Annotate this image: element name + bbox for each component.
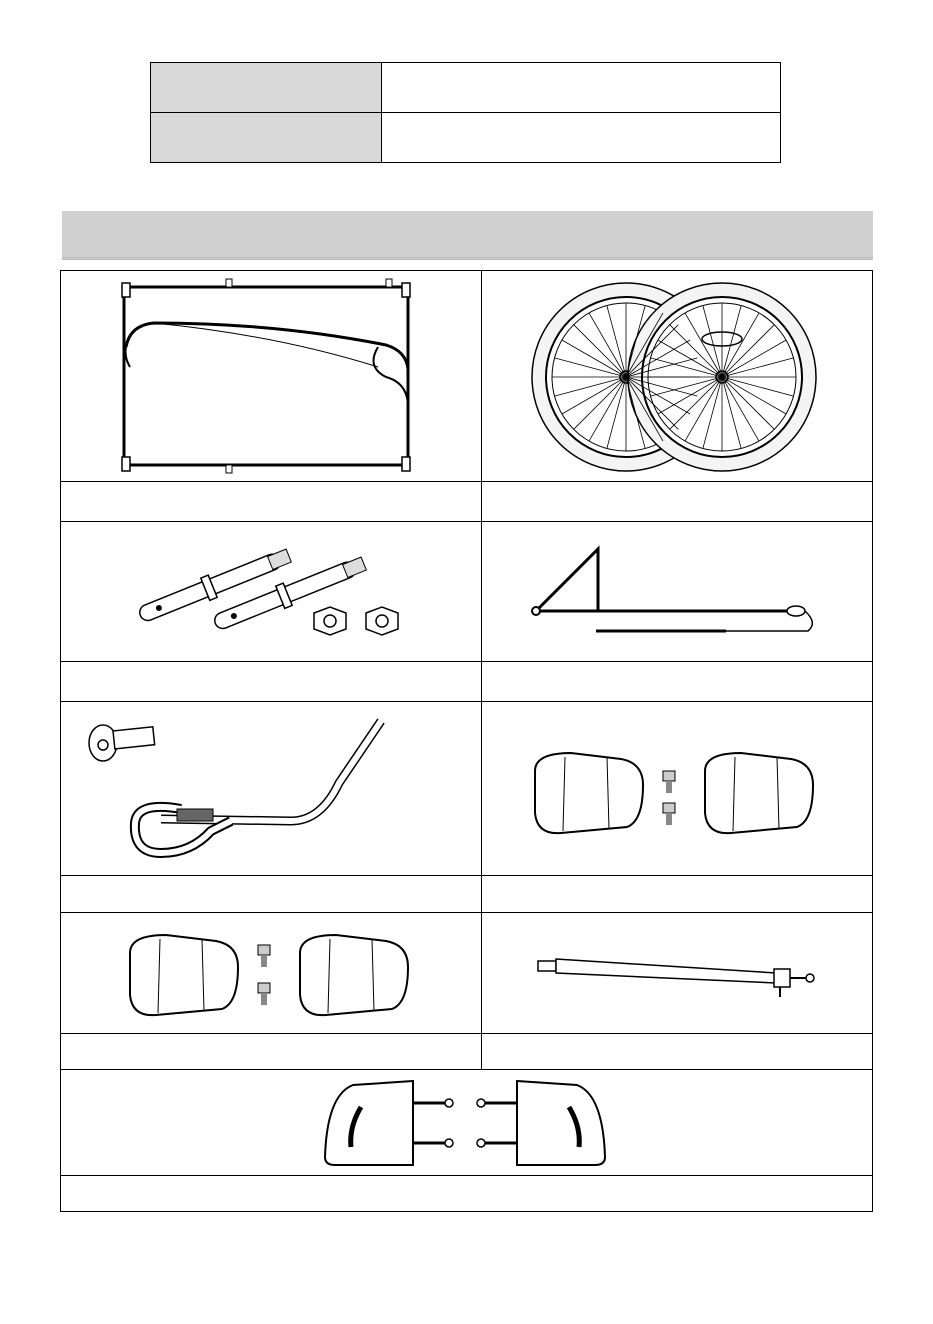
- spec-value: [382, 63, 781, 113]
- axles-and-nuts-icon: [126, 533, 426, 643]
- wheels-icon: [526, 279, 826, 475]
- safety-flag-icon: [526, 541, 826, 641]
- spec-label: [151, 113, 382, 163]
- crossbar-tube-icon: [536, 951, 836, 1001]
- grid-divider: [61, 875, 872, 876]
- spec-label: [151, 63, 382, 113]
- trailer-frame-icon: [116, 277, 416, 475]
- grid-divider: [61, 1175, 872, 1176]
- spec-row: [151, 63, 781, 113]
- grid-divider: [61, 912, 872, 913]
- grid-divider: [61, 521, 872, 522]
- spec-table: [150, 62, 781, 163]
- grid-divider: [61, 1069, 872, 1070]
- grid-divider: [61, 701, 872, 702]
- grid-divider: [61, 481, 872, 482]
- side-brackets-icon: [321, 1077, 621, 1169]
- grid-divider: [481, 271, 482, 1069]
- grid-divider: [61, 1033, 872, 1034]
- parts-grid: [60, 270, 873, 1212]
- wheel-cover-pair-b-icon: [126, 931, 426, 1021]
- spec-value: [382, 113, 781, 163]
- spec-row: [151, 113, 781, 163]
- section-banner: [62, 211, 873, 260]
- wheel-cover-pair-a-icon: [531, 749, 831, 839]
- tow-arm-with-hitch-icon: [81, 713, 421, 873]
- grid-divider: [61, 661, 872, 662]
